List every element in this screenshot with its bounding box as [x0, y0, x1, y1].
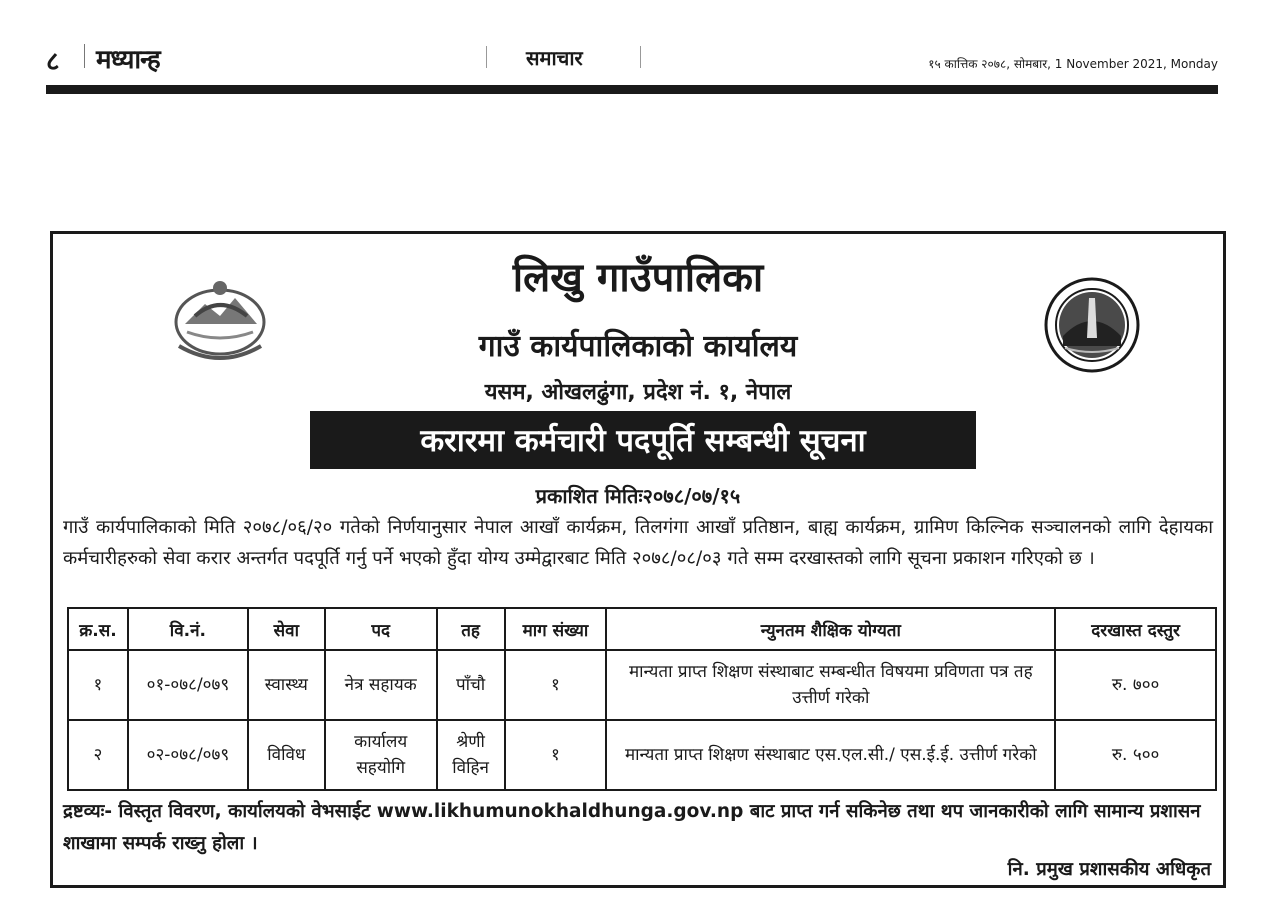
- table-cell: स्वास्थ्य: [248, 650, 325, 720]
- table-cell: नेत्र सहायक: [325, 650, 437, 720]
- table-row: [68, 720, 1216, 790]
- divider: [486, 46, 487, 68]
- table-cell: ०२-०७८/०७९: [128, 720, 248, 790]
- notice-footnote: द्रष्टव्यः- विस्तृत विवरण, कार्यालयको वेभसाईट www.likhumunokhaldhunga.gov.np बाट प्राप्त गर्न सकिनेछ तथा थप जानकारीको लागि सामान्य प्रशासन शाखामा सम्पर्क राख्नु होला ।: [63, 801, 1201, 854]
- office-address: यसम, ओखलढुंगा, प्रदेश नं. १, नेपाल: [484, 380, 792, 405]
- newspaper-header: [46, 40, 1218, 76]
- office-name: गाउँ कार्यपालिकाको कार्यालय: [478, 329, 798, 364]
- signatory-title: नि. प्रमुख प्रशासकीय अधिकृत: [1007, 859, 1211, 880]
- column-header: दरखास्त दस्तुर: [1055, 608, 1216, 650]
- notice-body: गाउँ कार्यपालिकाको मिति २०७८/०६/२० गतेको निर्णयानुसार नेपाल आखाँ कार्यक्रम, तिलगंगा आखाँ प्रतिष्ठान, बाह्य कार्यक्रम, ग्रामिण किल्निक सञ्चालनको लागि देहायका कर्मचारीहरुको सेवा करार अन्तर्गत पदपूर्ति गर्नु पर्ने भएको हुँदा योग्य उम्मेद्वारबाट मिति २०७८/०८/०३ गते सम्म दरखास्तको लागि सूचना प्रकाशन गरिएको छ ।: [63, 517, 1213, 569]
- table-header-row: [68, 608, 1216, 650]
- table-cell: ०१-०७८/०७९: [128, 650, 248, 720]
- table-cell: रु. ७००: [1055, 650, 1216, 720]
- notice-heading-text: करारमा कर्मचारी पदपूर्ति सम्बन्धी सूचना: [420, 423, 866, 459]
- table-cell: रु. ५००: [1055, 720, 1216, 790]
- table-cell: १: [505, 650, 607, 720]
- newspaper-name: मध्यान्ह: [96, 45, 160, 75]
- header-rule: [46, 85, 1218, 94]
- table-cell: कार्यालय सहयोगि: [325, 720, 437, 790]
- table-row: [68, 650, 1216, 720]
- divider: [640, 46, 641, 68]
- table-cell: १: [505, 720, 607, 790]
- column-header: सेवा: [248, 608, 325, 650]
- vacancy-table: [67, 607, 1217, 791]
- column-header: पद: [325, 608, 437, 650]
- section-name: समाचार: [526, 46, 583, 70]
- column-header: न्युनतम शैक्षिक योग्यता: [606, 608, 1055, 650]
- published-date: प्रकाशित मितिः२०७८/०७/१५: [535, 484, 741, 508]
- table-cell: मान्यता प्राप्त शिक्षण संस्थाबाट सम्बन्धीत विषयमा प्रविणता पत्र तह उत्तीर्ण गरेको: [606, 650, 1055, 720]
- table-cell: मान्यता प्राप्त शिक्षण संस्थाबाट एस.एल.सी./ एस.ई.ई. उत्तीर्ण गरेको: [606, 720, 1055, 790]
- issue-date: १५ कात्तिक २०७८, सोमबार, 1 November 2021, Monday: [928, 57, 1218, 71]
- page-number: ८: [46, 47, 60, 77]
- table-cell: २: [68, 720, 128, 790]
- vacancy-notice: [50, 231, 1226, 888]
- table-cell: विविध: [248, 720, 325, 790]
- column-header: क्र.स.: [68, 608, 128, 650]
- table-cell: पाँचौ: [437, 650, 505, 720]
- column-header: तह: [437, 608, 505, 650]
- column-header: माग संख्या: [505, 608, 607, 650]
- table-cell: १: [68, 650, 128, 720]
- divider: [84, 44, 85, 68]
- municipality-name: लिखु गाउँपालिका: [512, 255, 764, 301]
- column-header: वि.नं.: [128, 608, 248, 650]
- notice-heading: [310, 411, 976, 469]
- table-cell: श्रेणी विहिन: [437, 720, 505, 790]
